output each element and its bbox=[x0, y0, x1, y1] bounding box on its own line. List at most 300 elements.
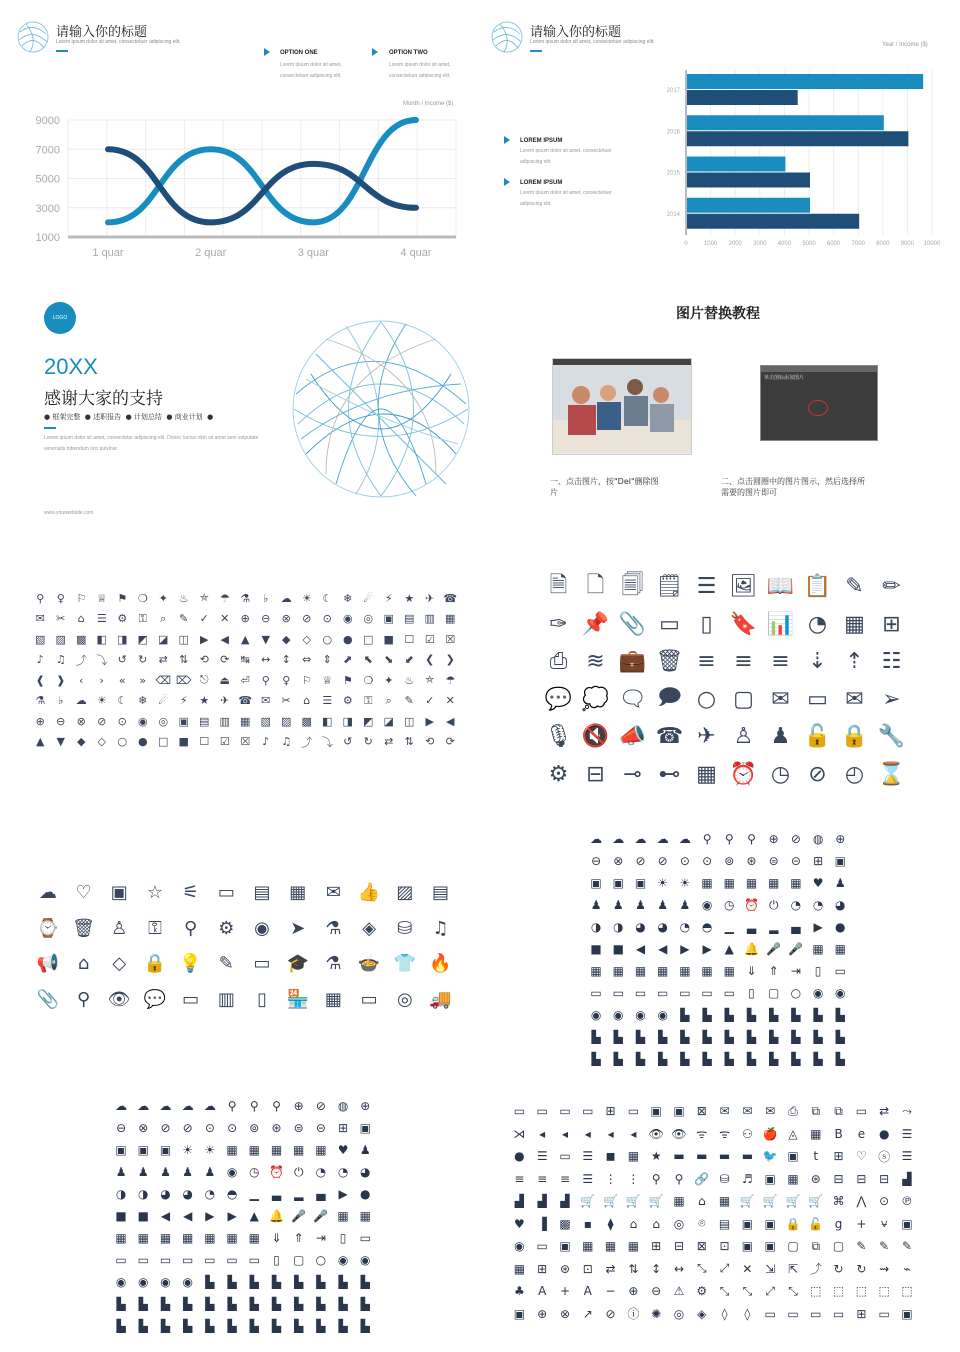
set5-icon: ▙ bbox=[338, 1297, 348, 1311]
set5-icon: ▦ bbox=[293, 1143, 305, 1157]
set4-icon: ◉ bbox=[701, 898, 713, 912]
set2-icon: 🔓 bbox=[803, 724, 832, 750]
set3-icon: 📎 bbox=[36, 988, 60, 1010]
set1-icon: ✉ bbox=[35, 612, 45, 626]
set5-icon: ▙ bbox=[360, 1297, 370, 1311]
set1-icon: ☐ bbox=[199, 735, 210, 749]
set1-icon: ☑ bbox=[219, 735, 230, 749]
set2-icon: ▯ bbox=[700, 611, 713, 637]
set2-icon: ≡ bbox=[771, 649, 790, 675]
set6-icon: ▦ bbox=[810, 1126, 822, 1141]
set4-icon: ⚲ bbox=[702, 832, 712, 846]
set6-icon: ▦ bbox=[627, 1239, 640, 1254]
set5-icon: ▙ bbox=[271, 1275, 282, 1289]
set2-icon: 🗋 bbox=[586, 572, 605, 598]
set6-icon: ⇲ bbox=[765, 1261, 776, 1276]
set4-icon: ⚲ bbox=[724, 832, 734, 846]
set6-icon: ⚇ bbox=[742, 1126, 753, 1141]
set5-icon: ▙ bbox=[249, 1319, 259, 1333]
set6-icon: ▭ bbox=[582, 1104, 594, 1119]
set2-icon: ⎙ bbox=[549, 649, 568, 675]
set5-icon: ◉ bbox=[138, 1275, 149, 1289]
set1-icon: ⊘ bbox=[97, 714, 107, 728]
set1-icon: « bbox=[118, 673, 126, 687]
set3-icon: 🔒 bbox=[143, 953, 167, 975]
globe-logo-icon bbox=[16, 20, 50, 54]
set1-icon: ⟲ bbox=[425, 735, 435, 749]
set4-icon: ▙ bbox=[635, 1052, 646, 1066]
set5-icon: ▙ bbox=[360, 1319, 370, 1333]
set2-icon: ✑ bbox=[549, 611, 568, 637]
set6-icon: ▦ bbox=[513, 1261, 526, 1276]
set4-icon: ◔ bbox=[812, 898, 824, 912]
set5-icon: ▭ bbox=[159, 1253, 172, 1267]
set5-icon: ▙ bbox=[249, 1275, 259, 1289]
set3-icon: ◇ bbox=[112, 953, 127, 975]
set6-icon: 🛒 bbox=[580, 1194, 596, 1209]
set5-icon: ⊕ bbox=[360, 1099, 371, 1113]
set2-icon: ✉ bbox=[771, 686, 790, 712]
bar-2016-1 bbox=[687, 131, 908, 146]
set6-icon: ▩ bbox=[559, 1216, 571, 1231]
headline-text: 感谢大家的支持 bbox=[44, 389, 163, 409]
set2-icon: ⊷ bbox=[658, 761, 681, 787]
set5-icon: ⚲ bbox=[249, 1099, 259, 1113]
set1-icon: ⊙ bbox=[117, 714, 127, 728]
set1-icon: ⊘ bbox=[302, 612, 312, 626]
set1-icon: ⌦ bbox=[175, 673, 192, 687]
set5-icon: ▙ bbox=[160, 1297, 171, 1311]
set6-icon: ▣ bbox=[741, 1216, 754, 1231]
set6-icon: ⊠ bbox=[696, 1239, 707, 1254]
set1-icon: ⚡ bbox=[179, 694, 188, 708]
icon-set-thin-outline bbox=[30, 588, 460, 758]
set6-icon: ▟ bbox=[560, 1194, 570, 1209]
set6-icon: A bbox=[538, 1284, 547, 1299]
set5-icon: ▶ bbox=[338, 1187, 348, 1201]
set3-icon: 🍲 bbox=[357, 953, 381, 975]
set6-icon: ⊟ bbox=[856, 1171, 867, 1186]
set3-icon: 👕 bbox=[393, 953, 417, 975]
set4-icon: 🎤 bbox=[788, 942, 804, 956]
set1-icon: ○ bbox=[322, 632, 333, 646]
set6-icon: ▭ bbox=[513, 1104, 526, 1119]
set1-icon: ❍ bbox=[363, 673, 374, 687]
set5-icon: ▦ bbox=[270, 1143, 283, 1157]
set4-icon: ● bbox=[835, 920, 846, 934]
set1-icon: ↕ bbox=[281, 653, 291, 667]
set3-icon: ⚗ bbox=[325, 917, 342, 939]
set4-icon: ▙ bbox=[791, 1030, 801, 1044]
set6-icon: ▭ bbox=[559, 1104, 571, 1119]
set1-icon: ⚑ bbox=[342, 673, 353, 687]
set3-icon: ▭ bbox=[182, 988, 200, 1010]
set1-icon: ✕ bbox=[220, 612, 230, 626]
set2-icon: ▦ bbox=[844, 611, 865, 637]
image-placeholder-icon[interactable] bbox=[808, 400, 828, 416]
set4-icon: ◓ bbox=[701, 920, 713, 934]
set4-icon: ♟ bbox=[635, 898, 646, 912]
set6-icon: 👁 bbox=[648, 1126, 664, 1141]
set4-icon: ◔ bbox=[790, 898, 802, 912]
set4-icon: ▣ bbox=[834, 854, 846, 868]
set5-icon: ▙ bbox=[271, 1297, 282, 1311]
set2-icon: ⊘ bbox=[808, 761, 827, 787]
set6-icon: ≡ bbox=[537, 1171, 548, 1186]
set4-icon: ◉ bbox=[590, 1008, 602, 1022]
set6-icon: ⊙ bbox=[879, 1194, 890, 1209]
set4-icon: ♥ bbox=[812, 876, 824, 890]
icon-set-solid-mini-b bbox=[110, 1095, 380, 1335]
set1-icon: ⚐ bbox=[301, 673, 312, 687]
set1-icon: ⚗ bbox=[35, 694, 46, 708]
set4-icon: ▙ bbox=[680, 1008, 690, 1022]
set1-icon: ⤴ bbox=[75, 653, 87, 667]
set6-icon: ⚠ bbox=[673, 1284, 685, 1299]
set4-icon: ▙ bbox=[835, 1008, 845, 1022]
set4-icon: ▶ bbox=[813, 920, 823, 934]
set5-icon: ▭ bbox=[248, 1253, 260, 1267]
slide-title: 请输入你的标题 bbox=[56, 25, 148, 40]
set4-icon: ▭ bbox=[590, 986, 602, 1000]
set5-icon: ⊞ bbox=[338, 1121, 349, 1135]
set4-icon: ▙ bbox=[813, 1052, 823, 1066]
set5-icon: ⚲ bbox=[227, 1099, 237, 1113]
set5-icon: ▃ bbox=[271, 1187, 282, 1201]
set2-icon: ◴ bbox=[844, 761, 865, 787]
set6-icon: ▦ bbox=[604, 1239, 617, 1254]
set6-icon: ◂ bbox=[584, 1126, 591, 1141]
tutorial-title: 图片替换教程 bbox=[676, 306, 760, 322]
set1-icon: ⚲ bbox=[261, 673, 270, 687]
set1-icon: ♭ bbox=[58, 694, 64, 708]
set1-icon: ↔ bbox=[261, 653, 271, 667]
set3-icon: ▣ bbox=[110, 882, 128, 904]
x-tick-label: 3 quar bbox=[297, 247, 329, 259]
set2-icon: 🗐 bbox=[621, 572, 644, 598]
set1-icon: ✂ bbox=[56, 612, 66, 626]
set5-icon: ♟ bbox=[115, 1165, 127, 1179]
set5-icon: ▲ bbox=[249, 1209, 259, 1223]
set6-icon: 🛒 bbox=[762, 1194, 778, 1209]
set5-icon: ▙ bbox=[138, 1297, 148, 1311]
set4-icon: ♟ bbox=[834, 876, 846, 890]
set1-icon: ✦ bbox=[384, 673, 394, 687]
title-underline bbox=[530, 50, 542, 52]
set4-icon: ▦ bbox=[745, 876, 758, 890]
set1-icon: ▶ bbox=[200, 632, 209, 646]
set4-icon: ▙ bbox=[769, 1052, 779, 1066]
set6-icon: ᯤ bbox=[696, 1127, 708, 1142]
set6-icon: ⋮ bbox=[604, 1171, 617, 1186]
chart-unit-label: Month / Income ($) bbox=[403, 101, 454, 107]
set5-icon: ⊖ bbox=[116, 1121, 127, 1135]
set6-icon: ⤡ bbox=[788, 1283, 798, 1298]
set5-icon: ▣ bbox=[115, 1143, 127, 1157]
set2-icon: 🗒 bbox=[655, 574, 684, 600]
set4-icon: ⇑ bbox=[768, 964, 779, 978]
set1-icon: ⇅ bbox=[404, 735, 414, 749]
set2-icon: 🗑 bbox=[655, 649, 684, 675]
set1-icon: ✕ bbox=[445, 694, 455, 708]
set1-icon: ▶ bbox=[425, 714, 434, 728]
window-bar bbox=[761, 366, 877, 372]
option-two-label: OPTION TWO bbox=[389, 50, 428, 56]
set5-icon: ▙ bbox=[205, 1297, 215, 1311]
set6-icon: ⬚ bbox=[810, 1284, 822, 1299]
set6-icon: ↻ bbox=[856, 1261, 867, 1276]
option-two-arrow-icon bbox=[372, 48, 378, 56]
set2-icon: ✈ bbox=[697, 724, 716, 750]
set3-icon: ▯ bbox=[257, 988, 267, 1010]
set4-icon: ⊛ bbox=[746, 854, 757, 868]
set6-icon: ⇱ bbox=[787, 1261, 799, 1276]
set1-icon: ❮ bbox=[425, 653, 435, 667]
set1-icon: ⬉ bbox=[363, 653, 373, 667]
set5-icon: ▦ bbox=[248, 1143, 260, 1157]
set5-icon: ▙ bbox=[249, 1297, 259, 1311]
set4-icon: ▦ bbox=[679, 964, 691, 978]
set6-icon: ▟ bbox=[537, 1194, 547, 1209]
slide-line-chart bbox=[0, 0, 480, 270]
set6-icon: ⊘ bbox=[605, 1306, 616, 1321]
set1-icon: ♕ bbox=[322, 673, 333, 687]
set6-icon: 🔓 bbox=[808, 1216, 824, 1231]
set4-icon: ▦ bbox=[634, 964, 647, 978]
set6-icon: ◂ bbox=[607, 1126, 614, 1141]
set1-icon: ⊕ bbox=[35, 714, 45, 728]
set1-icon: ☎ bbox=[443, 591, 458, 605]
set1-icon: ▥ bbox=[424, 612, 435, 626]
x-tick-label: 10000 bbox=[923, 241, 941, 247]
set4-icon: ▣ bbox=[590, 876, 602, 890]
set1-icon: ❱ bbox=[56, 673, 66, 687]
set4-icon: ⊗ bbox=[613, 854, 624, 868]
set6-icon: ⊞ bbox=[605, 1104, 616, 1119]
set1-icon: ⟳ bbox=[445, 735, 455, 749]
set4-icon: ▦ bbox=[590, 964, 602, 978]
set1-icon: ♕ bbox=[96, 591, 107, 605]
set6-icon: ⤡ bbox=[696, 1261, 707, 1276]
set1-icon: ▤ bbox=[199, 714, 210, 728]
set1-icon: ♀ bbox=[282, 673, 291, 687]
set6-icon: ᯤ bbox=[719, 1127, 731, 1142]
set5-icon: 🎤 bbox=[291, 1209, 307, 1223]
set4-icon: ▃ bbox=[746, 920, 757, 934]
set6-icon: ♥ bbox=[514, 1216, 525, 1231]
set6-icon: ⊟ bbox=[879, 1171, 890, 1186]
set3-icon: 📢 bbox=[36, 953, 60, 975]
set2-icon: 🗎 bbox=[549, 572, 568, 598]
set3-icon: ⚿ bbox=[148, 917, 162, 939]
set5-icon: ⊘ bbox=[182, 1121, 193, 1135]
set1-icon: ⛤ bbox=[199, 591, 209, 605]
set6-icon: ⚲ bbox=[651, 1171, 661, 1186]
set6-icon: ▣ bbox=[764, 1216, 776, 1231]
x-tick-label: 5000 bbox=[802, 241, 816, 247]
set1-icon: ↻ bbox=[138, 653, 148, 667]
set6-icon: ✎ bbox=[901, 1239, 913, 1254]
set3-icon: ♡ bbox=[75, 882, 92, 904]
set5-icon: ▭ bbox=[204, 1253, 216, 1267]
set6-icon: ♣ bbox=[514, 1284, 525, 1299]
set1-icon: ♀ bbox=[56, 591, 65, 605]
set6-icon: ▣ bbox=[650, 1104, 662, 1119]
set2-icon: ☎ bbox=[655, 724, 684, 750]
set1-icon: ⛤ bbox=[425, 673, 435, 687]
set6-icon: ⊛ bbox=[810, 1171, 821, 1186]
set3-icon: ⚗ bbox=[325, 953, 342, 975]
set6-icon: ◎ bbox=[673, 1306, 685, 1321]
set6-icon: g bbox=[834, 1216, 843, 1231]
set1-icon: ⚗ bbox=[240, 591, 251, 605]
set1-icon: ⊖ bbox=[56, 714, 66, 728]
set6-icon: ▢ bbox=[787, 1239, 799, 1254]
set2-icon: ✎ bbox=[845, 574, 864, 600]
set3-icon: ⚲ bbox=[76, 988, 91, 1010]
icon-set-document-office bbox=[540, 568, 920, 798]
set4-icon: ◔ bbox=[679, 920, 691, 934]
set5-icon: ▦ bbox=[226, 1231, 238, 1245]
set6-icon: ✺ bbox=[651, 1306, 662, 1321]
set6-icon: ⊡ bbox=[719, 1239, 730, 1254]
set4-icon: ⊘ bbox=[635, 854, 646, 868]
set1-icon: ■ bbox=[178, 735, 189, 749]
set1-icon: ‹ bbox=[79, 673, 84, 687]
set5-icon: ▙ bbox=[183, 1319, 193, 1333]
set1-icon: ◫ bbox=[404, 714, 415, 728]
set6-icon: ☰ bbox=[582, 1149, 594, 1164]
set6-icon: ▟ bbox=[902, 1171, 912, 1186]
set1-icon: ▩ bbox=[301, 714, 312, 728]
option-one-arrow-icon bbox=[264, 48, 270, 56]
set6-icon: ▭ bbox=[787, 1306, 799, 1321]
set4-icon: ◉ bbox=[835, 986, 846, 1000]
set5-icon: ▙ bbox=[294, 1319, 304, 1333]
set1-icon: ▦ bbox=[240, 714, 251, 728]
set6-icon: + bbox=[559, 1284, 571, 1299]
set1-icon: ⊕ bbox=[240, 612, 250, 626]
set6-icon: ◊ bbox=[744, 1306, 751, 1321]
set5-icon: ⏰ bbox=[269, 1165, 284, 1179]
set4-icon: ▦ bbox=[657, 964, 669, 978]
set6-icon: ⇄ bbox=[605, 1261, 616, 1276]
slide-subtitle: Lorem ipsum dolor sit amet, consectetuer adipiscing elit. bbox=[56, 39, 181, 45]
set1-icon: ◎ bbox=[363, 612, 374, 626]
set6-icon: ◂ bbox=[561, 1126, 568, 1141]
set5-icon: ▦ bbox=[226, 1143, 238, 1157]
set6-icon: e bbox=[857, 1126, 866, 1141]
set4-icon: ◑ bbox=[613, 920, 624, 934]
set3-icon: ☁ bbox=[38, 882, 57, 904]
y-tick-label: 2015 bbox=[666, 170, 680, 177]
set6-icon: 🛒 bbox=[648, 1194, 664, 1209]
set4-icon: ⊙ bbox=[679, 854, 690, 868]
item-two-label: LOREM IPSUM bbox=[520, 180, 563, 186]
set5-icon: ⇓ bbox=[271, 1231, 282, 1245]
set3-icon: 🔥 bbox=[429, 953, 452, 975]
set2-icon: 🔧 bbox=[877, 724, 906, 750]
set4-icon: ⊖ bbox=[591, 854, 602, 868]
set1-icon: ⇅ bbox=[179, 653, 189, 667]
set6-icon: ◎ bbox=[673, 1216, 685, 1231]
option-two-desc: Lorem ipsum dolor sit amet, consectetuer adipiscing elit. bbox=[389, 62, 451, 79]
set6-icon: ◉ bbox=[514, 1239, 525, 1254]
set5-icon: ⊕ bbox=[293, 1099, 304, 1113]
set4-icon: ▙ bbox=[613, 1052, 623, 1066]
x-tick-label: 2000 bbox=[728, 241, 742, 247]
set5-icon: ♟ bbox=[137, 1165, 149, 1179]
set1-icon: ◎ bbox=[158, 714, 169, 728]
set4-icon: ▙ bbox=[680, 1030, 690, 1044]
set6-icon: ▭ bbox=[536, 1239, 548, 1254]
set6-icon: ⬚ bbox=[878, 1284, 890, 1299]
set1-icon: ☰ bbox=[96, 612, 107, 626]
set4-icon: ▭ bbox=[657, 986, 669, 1000]
set4-icon: ☀ bbox=[657, 876, 669, 890]
set5-icon: ▣ bbox=[159, 1143, 172, 1157]
set6-icon: ▤ bbox=[718, 1216, 731, 1231]
set6-icon: ⋊ bbox=[513, 1126, 526, 1141]
set4-icon: ♟ bbox=[657, 898, 669, 912]
set4-icon: ▙ bbox=[813, 1030, 823, 1044]
set2-icon: 📖 bbox=[766, 574, 795, 600]
set2-icon: ⏰ bbox=[729, 761, 758, 787]
set5-icon: ▦ bbox=[137, 1231, 149, 1245]
set4-icon: ▭ bbox=[634, 986, 647, 1000]
set5-icon: ▯ bbox=[273, 1253, 280, 1267]
set6-icon: ⊞ bbox=[856, 1306, 867, 1321]
set1-icon: ☀ bbox=[301, 591, 312, 605]
set1-icon: ☰ bbox=[322, 694, 333, 708]
set5-icon: ▙ bbox=[294, 1275, 304, 1289]
bar-2014-0 bbox=[687, 198, 810, 213]
set6-icon: ▭ bbox=[878, 1306, 890, 1321]
set6-icon: B bbox=[834, 1126, 843, 1141]
set6-icon: ▭ bbox=[832, 1306, 845, 1321]
set1-icon: ▨ bbox=[55, 632, 66, 646]
set2-icon: 🔖 bbox=[729, 611, 758, 637]
set1-icon: ▨ bbox=[281, 714, 292, 728]
set6-icon: ✉ bbox=[719, 1104, 730, 1119]
item-two-arrow-icon bbox=[504, 178, 510, 186]
set6-icon: 👁 bbox=[671, 1126, 687, 1141]
set4-icon: ▙ bbox=[835, 1030, 845, 1044]
set5-icon: ■ bbox=[115, 1209, 127, 1223]
website-text: www.yourwebsite.com bbox=[44, 510, 94, 516]
set5-icon: ▭ bbox=[226, 1253, 238, 1267]
set6-icon: ⤡ bbox=[719, 1283, 730, 1298]
set1-icon: ❄ bbox=[138, 694, 148, 708]
set6-icon: ⊕ bbox=[628, 1284, 639, 1299]
set5-icon: ◉ bbox=[337, 1253, 349, 1267]
set4-icon: ▦ bbox=[723, 876, 735, 890]
set6-icon: ▐ bbox=[537, 1216, 547, 1231]
set5-icon: ▦ bbox=[182, 1231, 194, 1245]
set6-icon: ♬ bbox=[742, 1171, 753, 1186]
set6-icon: ▭ bbox=[627, 1104, 640, 1119]
set1-icon: ◧ bbox=[322, 714, 333, 728]
set6-icon: ✎ bbox=[856, 1239, 867, 1254]
set2-icon: ○ bbox=[696, 686, 717, 712]
set6-icon: ◼ bbox=[605, 1149, 616, 1164]
scribble-globe-icon bbox=[286, 314, 476, 504]
set5-icon: ▙ bbox=[116, 1319, 126, 1333]
set6-icon: ⊞ bbox=[651, 1239, 662, 1254]
set5-icon: ▂ bbox=[294, 1187, 304, 1201]
set4-icon: ▦ bbox=[701, 876, 713, 890]
set6-icon: ✕ bbox=[742, 1261, 753, 1276]
